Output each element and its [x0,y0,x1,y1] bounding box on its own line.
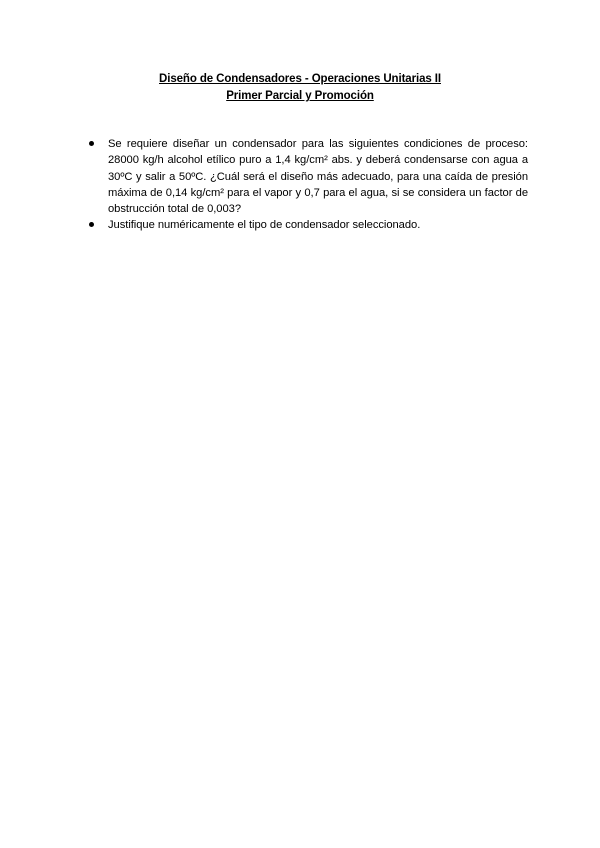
question-list [88,136,528,234]
bullet-icon [89,141,94,146]
question-text: Justifique numéricamente el tipo de condensador seleccionado. [108,219,421,232]
list-item [88,136,528,217]
bullet-icon [89,222,94,227]
list-item [88,217,528,233]
question-text: Se requiere diseñar un condensador para las siguientes condiciones de proceso: 28000 kg/h alcohol etílico puro a 1,4 kg/cm² abs. y deberá condensarse con agua a 30ºC y salir a 50ºC. ¿Cuál será el diseño más adecuado, para una caída de presión máxima de 0,14 kg/cm² para el vapor y 0,7 para el agua, si se considera un factor de obstrucción total de 0,003? [108,138,528,216]
title-line-1: Diseño de Condensadores - Operaciones Unitarias II [159,73,441,85]
document-title [0,71,600,105]
title-line-2: Primer Parcial y Promoción [226,90,374,102]
